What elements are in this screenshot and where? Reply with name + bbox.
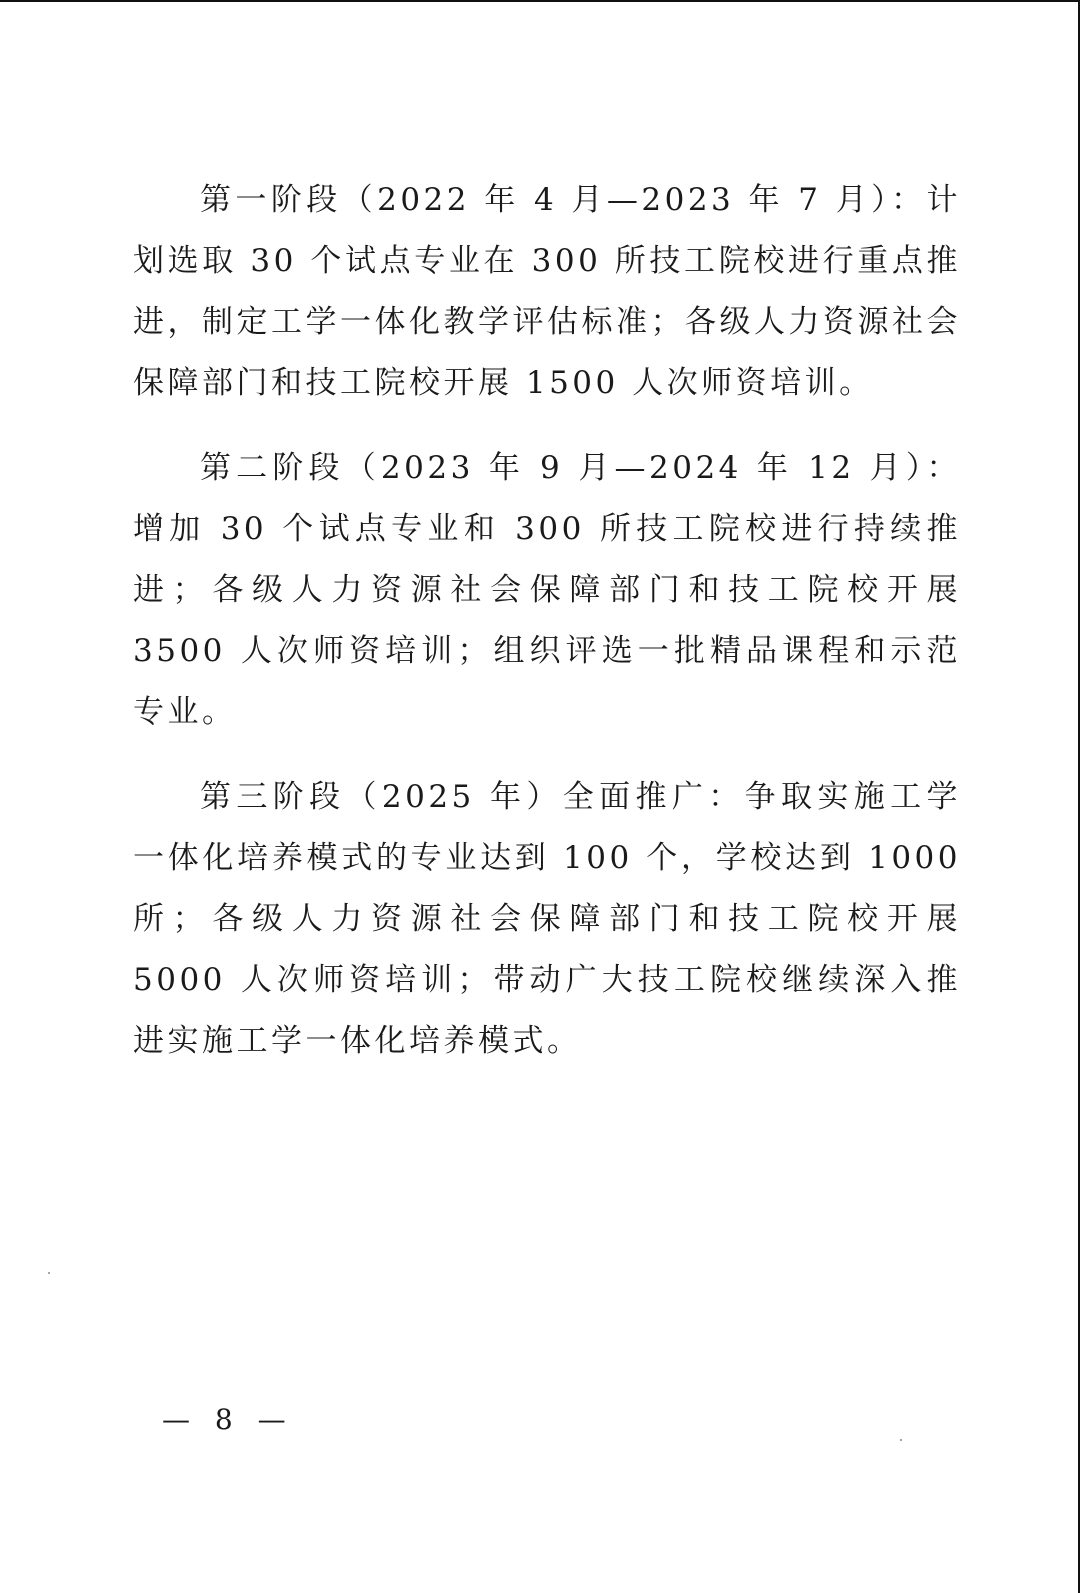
paragraph-phase-three: 第三阶段（2025 年）全面推广：争取实施工学一体化培养模式的专业达到 100 个，学校达到 1000 所；各级人力资源社会保障部门和技工院校开展 5000 人次师资培训；带动广大技工院校继续深入推进实施工学一体化培养模式。 bbox=[133, 779, 961, 1059]
scan-speck bbox=[48, 1272, 50, 1274]
paragraph-phase-one: 第一阶段（2022 年 4 月—2023 年 7 月）：计划选取 30 个试点专业在 300 所技工院校进行重点推进，制定工学一体化教学评估标准；各级人力资源社会保障部门和技工院校开展 1500 人次师资培训。 bbox=[133, 182, 961, 401]
scan-speck bbox=[900, 1439, 902, 1441]
body-text bbox=[133, 170, 961, 1072]
paragraph-phase-two: 第二阶段（2023 年 9 月—2024 年 12 月）：增加 30 个试点专业和 300 所技工院校进行持续推进；各级人力资源社会保障部门和技工院校开展 3500 人次师资培训；组织评选一批精品课程和示范专业。 bbox=[133, 450, 961, 730]
page-number: — 8 — bbox=[162, 1403, 294, 1436]
